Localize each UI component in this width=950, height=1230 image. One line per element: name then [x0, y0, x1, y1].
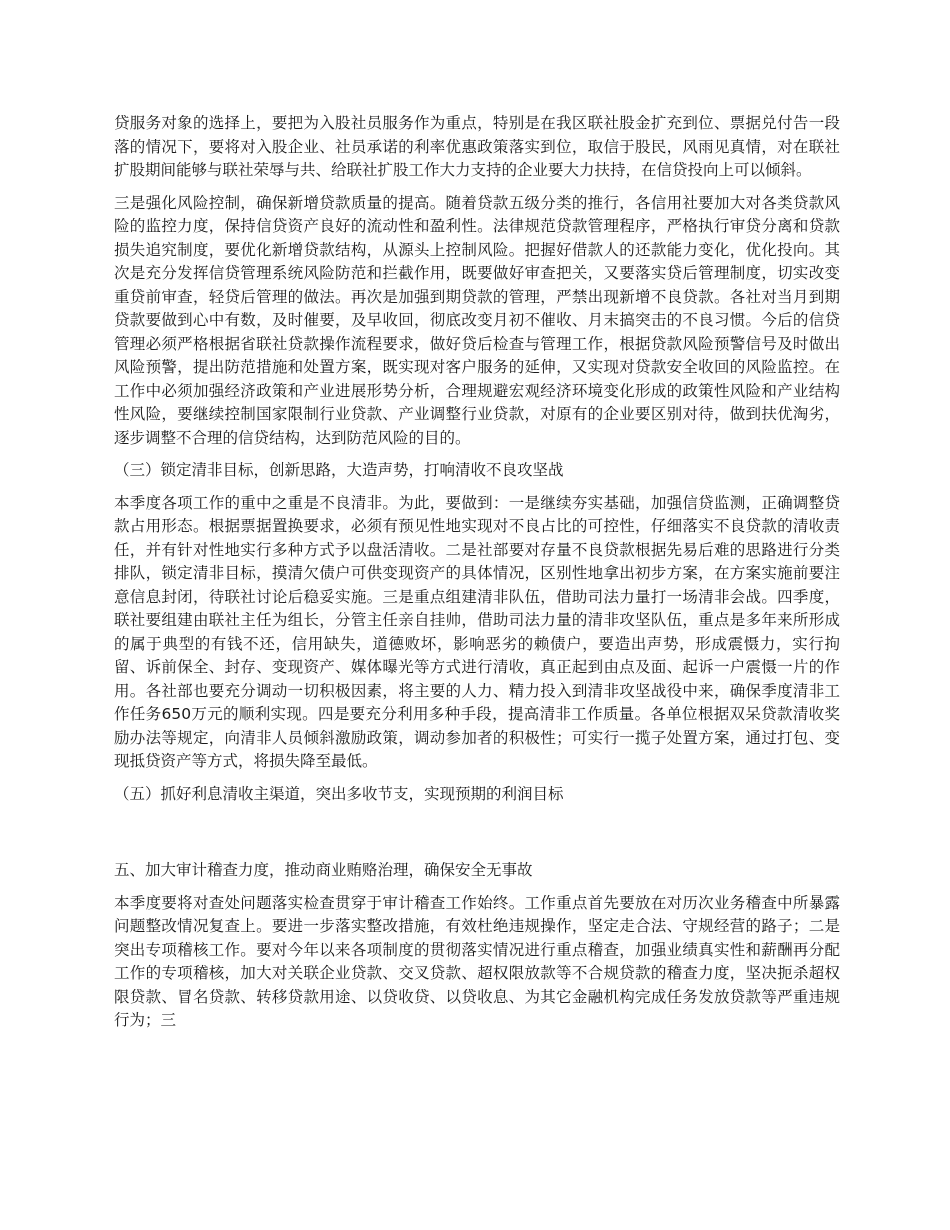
section-heading-interest: （五）抓好利息清收主渠道，突出多收节支，实现预期的利润目标 — [114, 784, 564, 803]
section-heading-audit: 五、加大审计稽查力度，推动商业贿赂治理，确保安全无事故 — [114, 861, 533, 879]
section-spacer — [114, 815, 840, 859]
paragraph-loan-service: 贷服务对象的选择上，要把为入股社员服务作为重点，特别是在我区联社股金扩充到位、票据兑付告一段落的情况下，要将对入股企业、社员承诺的利率优惠政策落实到位，取信于股民，风雨见真情，对在联社扩股期间能够与联社荣辱与共、给联社扩股工作大力支持的企业要大力扶持，在信贷投向上可以倾斜。 — [114, 114, 840, 179]
paragraph-audit: 本季度要将对查处问题落实检查贯穿于审计稽查工作始终。工作重点首先要放在对历次业务稽查中所暴露问题整改情况复查上。要进一步落实整改措施，有效杜绝违规操作，坚定走合法、守规经营的路子；二是突出专项稽核工作。要对今年以来各项制度的贯彻落实情况进行重点稽查，加强业绩真实性和薪酬再分配工作的专项稽核，加大对关联企业贷款、交叉贷款、超权限放款等不合规贷款的稽查力度，坚决扼杀超权限贷款、冒名贷款、转移贷款用途、以贷收贷、以贷收息、为其它金融机构完成任务发放贷款等严重违规行为；三 — [114, 893, 840, 1029]
paragraph-bad-debt-collection: 本季度各项工作的重中之重是不良清非。为此，要做到：一是继续夯实基础，加强信贷监测，正确调整贷款占用形态。根据票据置换要求，必须有预见性地实现对不良占比的可控性，仔细落实不良贷款的清收责任，并有针对性地实行多种方式予以盘活清收。二是社部要对存量不良贷款根据先易后难的思路进行分类排队，锁定清非目标，摸清欠债户可供变现资产的具体情况，区别性地拿出初步方案，在方案实施前要注意信息封闭，待联社讨论后稳妥实施。三是重点组建清非队伍，借助司法力量打一场清非会战。四季度，联社要组建由联社主任为组长，分管主任亲自挂帅，借助司法力量的清非攻坚队伍，重点是多年来所形成的属于典型的有钱不还，信用缺失，道德败坏，影响恶劣的赖债户，要造出声势，形成震慑力，实行拘留、诉前保全、封存、变现资产、媒体曝光等方式进行清收，真正起到由点及面、起诉一户震慑一片的作用。各社部也要充分调动一切积极因素，将主要的人力、精力投入到清非攻坚战役中来，确保季度清非工作任务650万元的顺利实现。四是要充分利用多种手段，提高清非工作质量。各单位根据双呆贷款清收奖励办法等规定，向清非人员倾斜激励政策，调动参加者的积极性；可实行一揽子处置方案，通过打包、变现抵贷资产等方式，将损失降至最低。 — [114, 493, 840, 770]
document-page — [114, 112, 840, 1042]
paragraph-risk-control: 三是强化风险控制，确保新增贷款质量的提高。随着贷款五级分类的推行，各信用社要加大对各类贷款风险的监控力度，保持信贷资产良好的流动性和盈利性。法律规范贷款管理程序，严格执行审贷分离和贷款损失追究制度，要优化新增贷款结构，从源头上控制风险。把握好借款人的还款能力变化，优化投向。其次是充分发挥信贷管理系统风险防范和拦截作用，既要做好审查把关，又要落实贷后管理制度，切实改变重贷前审查，轻贷后管理的做法。再次是加强到期贷款的管理，严禁出现新增不良贷款。各社对当月到期贷款要做到心中有数，及时催要，及早收回，彻底改变月初不催收、月末搞突击的不良习惯。今后的信贷管理必须严格根据省联社贷款操作流程要求，做好贷后检查与管理工作，根据贷款风险预警信号及时做出风险预警，提出防范措施和处置方案，既实现对客户服务的延伸，又实现对贷款安全收回的风险监控。在工作中必须加强经济政策和产业进展形势分析，合理规避宏观经济环境变化形成的政策性风险和产业结构性风险，要继续控制国家限制行业贷款、产业调整行业贷款，对原有的企业要区别对待，做到扶优淘劣，逐步调整不合理的信贷结构，达到防范风险的目的。 — [114, 193, 840, 447]
section-heading-bad-debt: （三）锁定清非目标，创新思路，大造声势，打响清收不良攻坚战 — [114, 461, 564, 479]
